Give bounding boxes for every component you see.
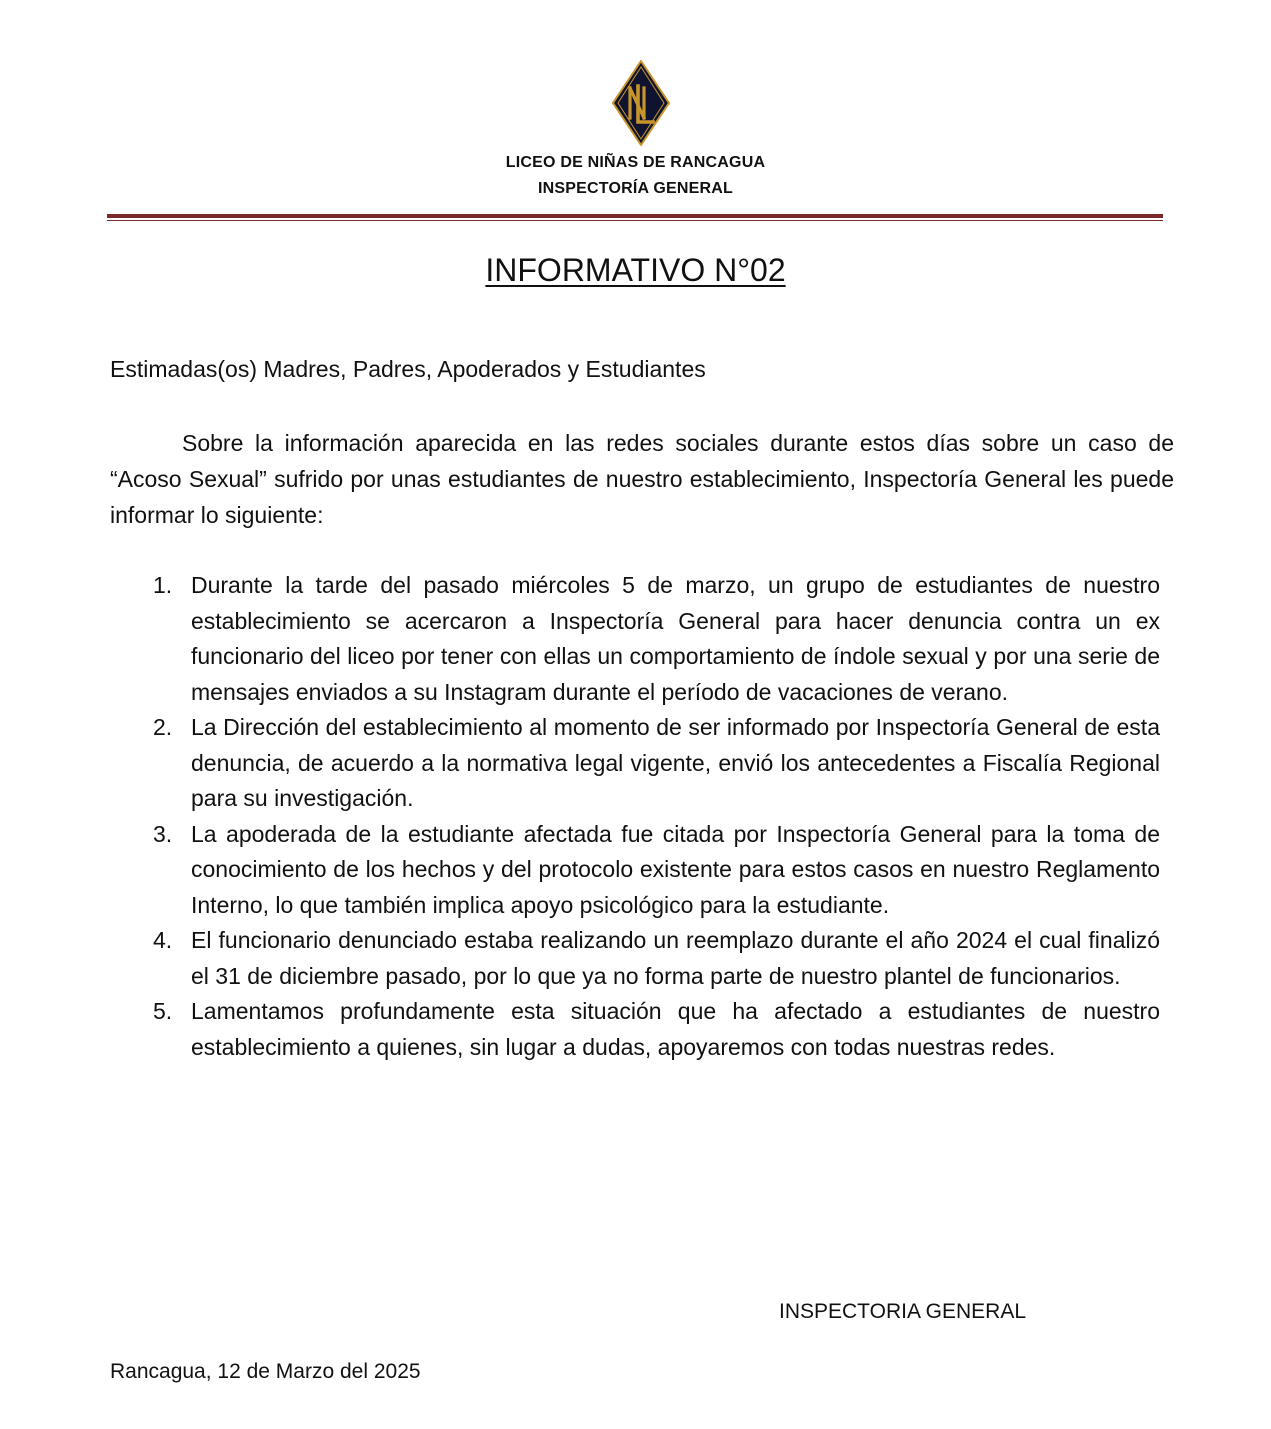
list-item-text: Durante la tarde del pasado miércoles 5 de marzo, un grupo de estudiantes de nuestro establecimiento se acercaron a Inspectoría General para hacer denuncia contra un ex funcionario del liceo por tener con ellas un comportamiento de índole sexual y por una serie de mensajes enviados a su Instagram durante el período de vacaciones de verano. (191, 572, 1160, 705)
list-item-number: 1. (153, 572, 173, 598)
greeting: Estimadas(os) Madres, Padres, Apoderados y Estudiantes (110, 356, 706, 382)
list-item-text: Lamentamos profundamente esta situación que ha afectado a estudiantes de nuestro establecimiento a quienes, sin lugar a dudas, apoyaremos con todas nuestras redes. (191, 998, 1160, 1060)
institution-name: LICEO DE NIÑAS DE RANCAGUA (505, 154, 766, 171)
list-item-text: El funcionario denunciado estaba realizando un reemplazo durante el año 2024 el cual finalizó el 31 de diciembre pasado, por lo que ya no forma parte de nuestro plantel de funcionarios. (191, 927, 1160, 989)
list-item (150, 568, 1160, 710)
list-item-number: 2. (153, 714, 173, 740)
school-logo-icon (611, 60, 671, 146)
header-divider-thin (107, 220, 1163, 222)
points-list (150, 568, 1160, 1065)
header-divider (107, 214, 1163, 218)
list-item-text: La apoderada de la estudiante afectada fue citada por Inspectoría General para la toma de conocimiento de los hechos y del protocolo existente para estos casos en nuestro Reglamento Interno, lo que también implica apoyo psicológico para la estudiante. (191, 820, 1160, 918)
list-item (150, 994, 1160, 1065)
list-item (150, 817, 1160, 924)
intro-paragraph: Sobre la información aparecida en las redes sociales durante estos días sobre un caso de “Acoso Sexual” sufrido por unas estudiantes de nuestro establecimiento, Inspectoría General les puede informar lo siguiente: (110, 430, 1174, 528)
list-item-text: La Dirección del establecimiento al momento de ser informado por Inspectoría General de esta denuncia, de acuerdo a la normativa legal vigente, envió los antecedentes a Fiscalía Regional para su investigación. (191, 714, 1160, 811)
place-date: Rancagua, 12 de Marzo del 2025 (110, 1360, 421, 1383)
list-item (150, 923, 1160, 994)
department-name: INSPECTORÍA GENERAL (538, 180, 733, 197)
signature: INSPECTORIA GENERAL (779, 1300, 1027, 1323)
list-item (150, 710, 1160, 817)
list-item-number: 4. (153, 927, 173, 953)
list-item-number: 3. (153, 820, 173, 847)
list-item-number: 5. (153, 998, 173, 1024)
document-title: INFORMATIVO N°02 (485, 252, 786, 288)
